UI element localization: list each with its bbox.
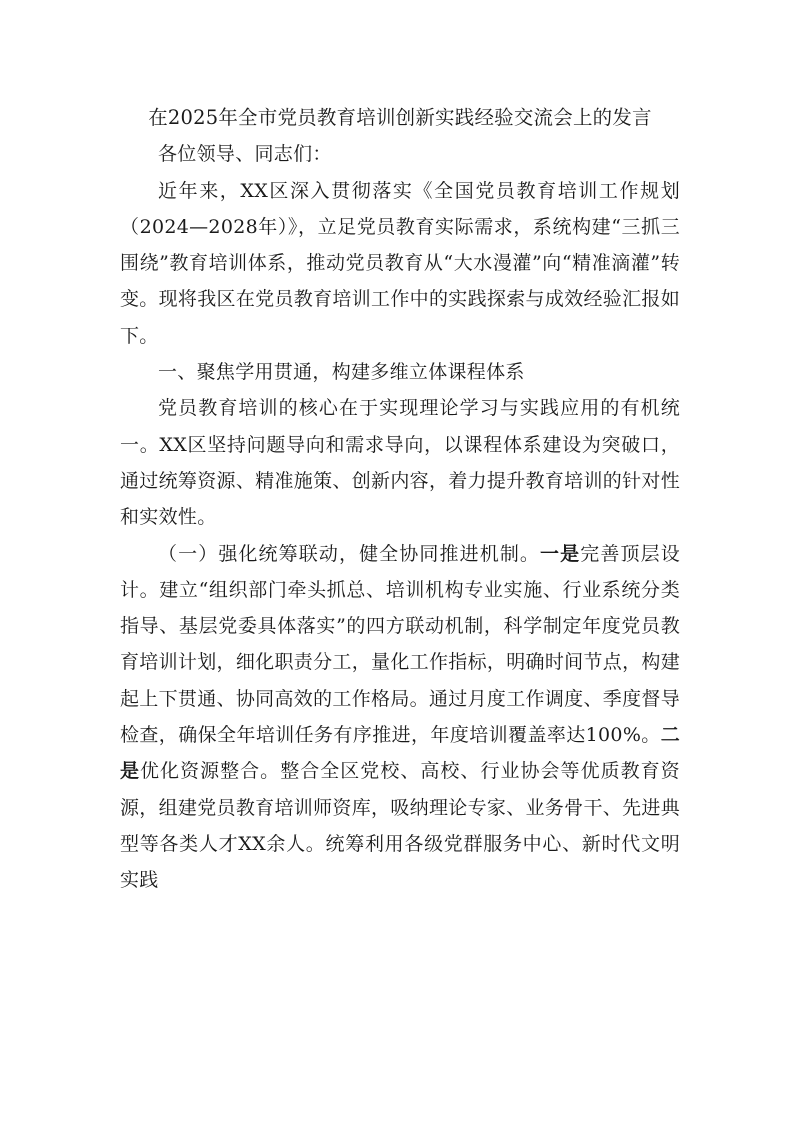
subsection-text-1: 完善顶层设计。建立“组织部门牵头抓总、培训机构专业实施、行业系统分类指导、基层党委具体落实”的四方联动机制，科学制定年度党员教育培训计划，细化职责分工，量化工作指标，明确时间节点，构建起上下贯通、协同高效的工作格局。通过月度工作调度、季度督导检查，确保全年培训任务有序推进，年度培训覆盖率达100%。 bbox=[120, 542, 680, 747]
intro-paragraph: 近年来，XX区深入贯彻落实《全国党员教育培训工作规划（2024—2028年）》，立足党员教育实际需求，系统构建“三抓三围绕”教育培训体系，推动党员教育从“大水漫灌”向“精准滴灌”转变。现将我区在党员教育培训工作中的实践探索与成效经验汇报如下。 bbox=[120, 179, 680, 347]
subsection-heading: （一）强化统筹联动，健全协同推进机制。 bbox=[158, 542, 541, 565]
lead-marker-2: 二是 bbox=[120, 724, 680, 783]
document-title: 在2025年全市党员教育培训创新实践经验交流会上的发言 bbox=[148, 106, 652, 129]
section-1-paragraph: 党员教育培训的核心在于实现理论学习与实践应用的有机统一。XX区坚持问题导向和需求导向，以课程体系建设为突破口，通过统筹资源、精准施策、创新内容，着力提升教育培训的针对性和实效性。 bbox=[120, 397, 680, 529]
section-heading-1: 一、聚焦学用贯通，构建多维立体课程体系 bbox=[158, 361, 525, 384]
document-body bbox=[120, 100, 680, 899]
subsection-text-2: 优化资源整合。整合全区党校、高校、行业协会等优质教育资源，组建党员教育培训师资库，吸纳理论专家、业务骨干、先进典型等各类人才XX余人。统筹利用各级党群服务中心、新时代文明实践 bbox=[120, 760, 680, 892]
subsection-1-paragraph bbox=[120, 536, 680, 899]
lead-marker-1: 一是 bbox=[540, 542, 581, 565]
salutation: 各位领导、同志们： bbox=[158, 143, 332, 166]
